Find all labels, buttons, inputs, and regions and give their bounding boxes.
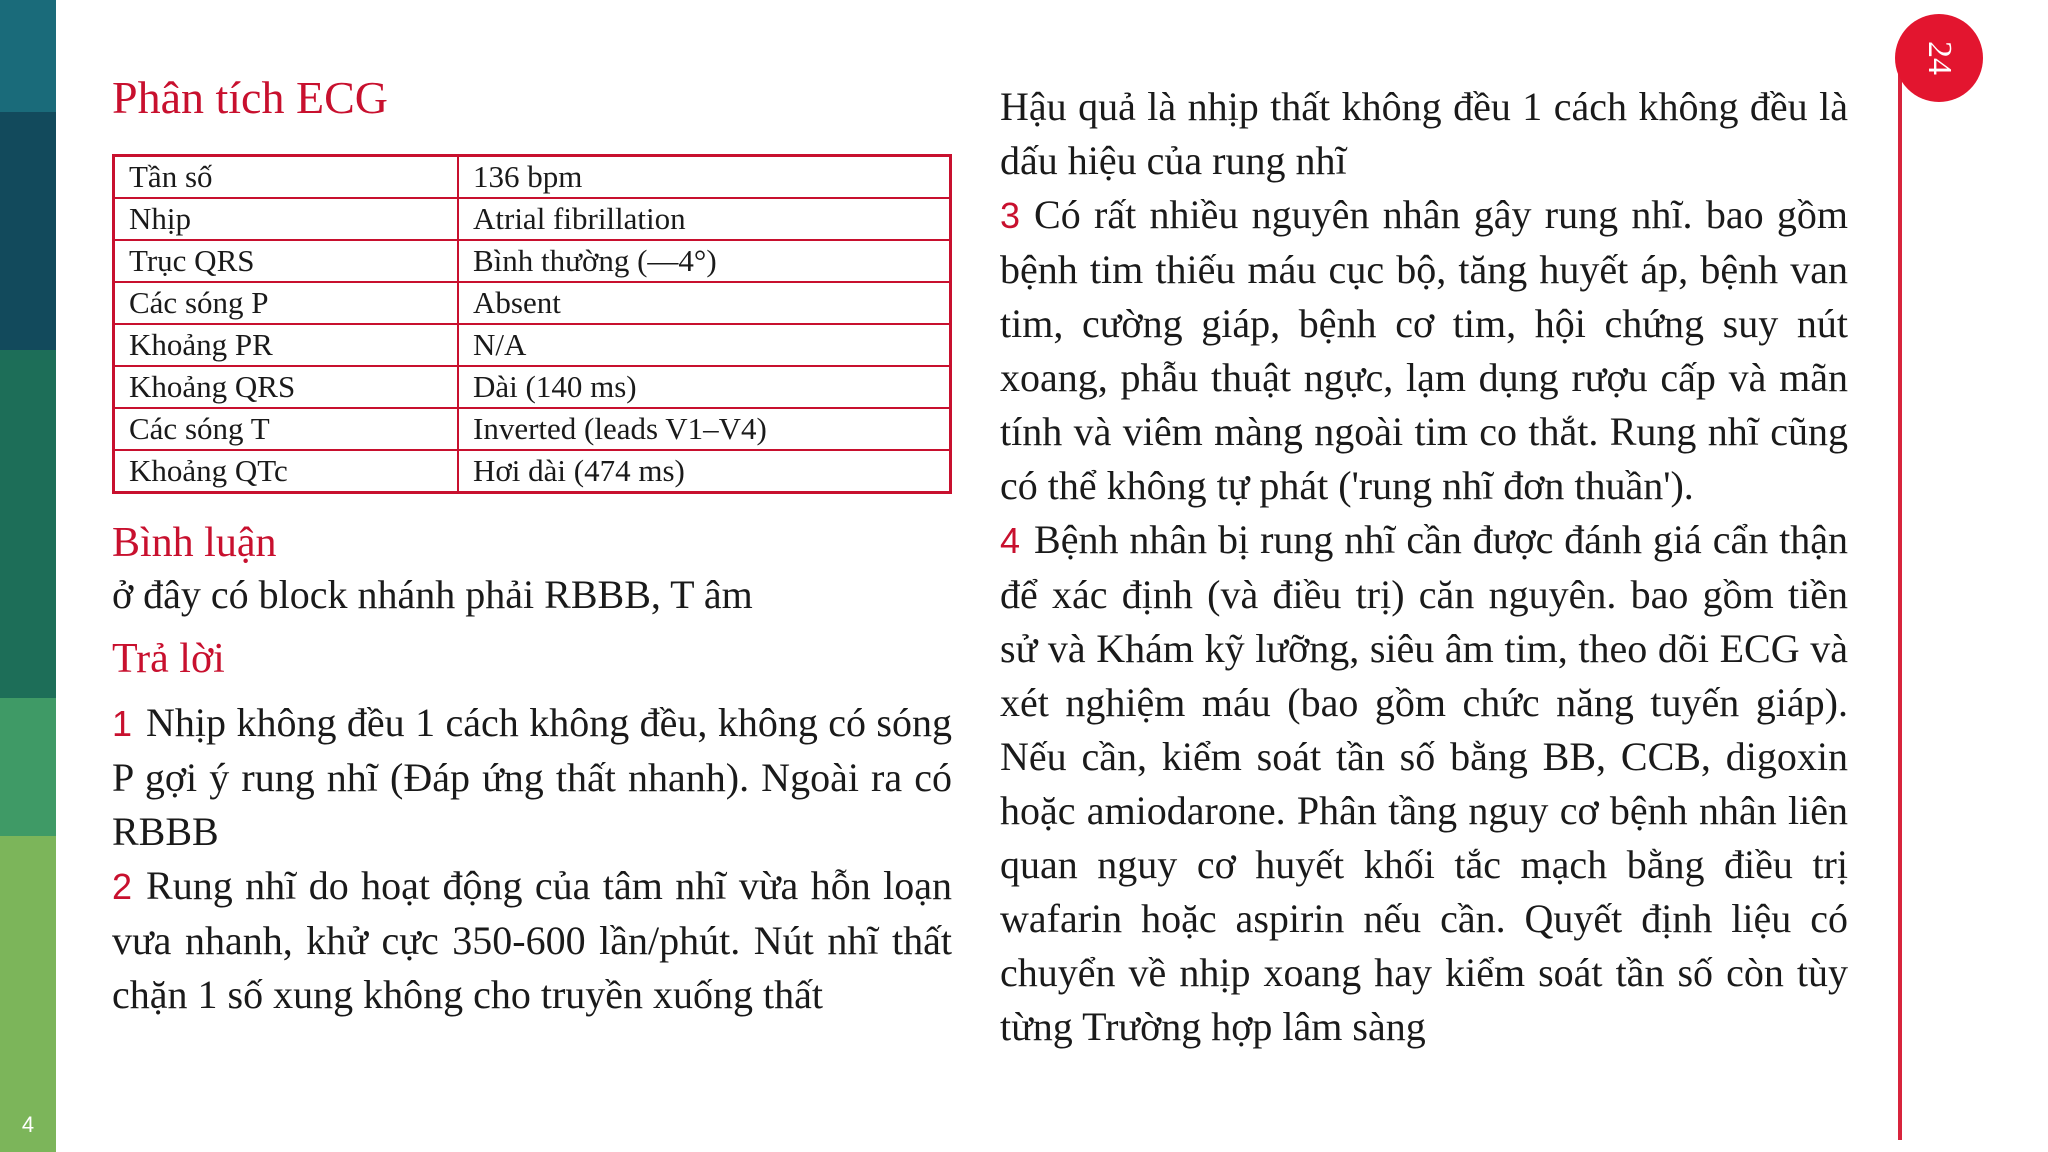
comment-heading: Bình luận: [112, 520, 277, 566]
table-row: [114, 408, 951, 450]
table-value: Inverted (leads V1–V4): [458, 408, 951, 450]
page-marker-number: 24: [1921, 41, 1958, 75]
answer-4-number: 4: [1000, 520, 1021, 561]
answer-heading: Trả lời: [112, 636, 225, 682]
comment-text: ở đây có block nhánh phải RBBB, T âm: [112, 572, 753, 617]
table-row: [114, 366, 951, 408]
ecg-analysis-table: [112, 154, 952, 494]
table-value: 136 bpm: [458, 156, 951, 199]
table-label: Khoảng QRS: [114, 366, 459, 408]
table-label: Nhịp: [114, 198, 459, 240]
table-row: [114, 198, 951, 240]
strip-segment-1: [0, 0, 56, 112]
strip-segment-4: [0, 698, 56, 836]
strip-segment-2: [0, 112, 56, 350]
table-label: Khoảng PR: [114, 324, 459, 366]
table-row: [114, 282, 951, 324]
table-value: Dài (140 ms): [458, 366, 951, 408]
section-title: Phân tích ECG: [112, 72, 388, 123]
answer-2-number: 2: [112, 866, 133, 907]
strip-segment-3: [0, 350, 56, 698]
left-color-strip: [0, 0, 56, 1152]
answer-2: [112, 859, 952, 1022]
answer-3-number: 3: [1000, 195, 1021, 236]
table-row: [114, 240, 951, 282]
table-label: Trục QRS: [114, 240, 459, 282]
intro-paragraph: Hậu quả là nhịp thất không đều 1 cách không đều là dấu hiệu của rung nhĩ: [1000, 84, 1848, 183]
table-value: N/A: [458, 324, 951, 366]
table-value: Bình thường (—4°): [458, 240, 951, 282]
table-value: Hơi dài (474 ms): [458, 450, 951, 493]
table-label: Khoảng QTc: [114, 450, 459, 493]
answer-3: [1000, 188, 1848, 513]
table-row: [114, 324, 951, 366]
answer-2-text: Rung nhĩ do hoạt động của tâm nhĩ vừa hỗn loạn vưa nhanh, khử cực 350-600 lần/phút. Nút nhĩ thất chặn 1 số xung không cho truyền xuống thất: [112, 863, 952, 1017]
answer-3-text: Có rất nhiều nguyên nhân gây rung nhĩ. bao gồm bệnh tim thiếu máu cục bộ, tăng huyết áp, bệnh van tim, cường giáp, bệnh cơ tim, hội chứng suy nút xoang, phẫu thuật ngực, lạm dụng rượu cấp và mãn tính và viêm màng ngoài tim co thắt. Rung nhĩ cũng có thể không tự phát ('rung nhĩ đơn thuần').: [1000, 192, 1848, 508]
slide-number: 4: [21, 1112, 35, 1137]
strip-segment-5: [0, 836, 56, 1152]
answer-1-number: 1: [112, 703, 133, 744]
table-row: [114, 156, 951, 199]
right-column: [1000, 80, 1848, 1054]
page-marker-line: [1898, 60, 1902, 1140]
answer-1: [112, 696, 952, 859]
table-value: Atrial fibrillation: [458, 198, 951, 240]
table-label: Các sóng T: [114, 408, 459, 450]
page-marker-badge: [1895, 14, 1983, 102]
table-value: Absent: [458, 282, 951, 324]
table-row: [114, 450, 951, 493]
left-column: [112, 70, 952, 1022]
answer-4-text: Bệnh nhân bị rung nhĩ cần được đánh giá cẩn thận để xác định (và điều trị) căn nguyên. bao gồm tiền sử và Khám kỹ lưỡng, siêu âm tim, theo dõi ECG và xét nghiệm máu (bao gồm chức năng tuyến giáp). Nếu cần, kiểm soát tần số bằng BB, CCB, digoxin hoặc amiodarone. Phân tầng nguy cơ bệnh nhân liên quan nguy cơ huyết khối tắc mạch bằng điều trị wafarin hoặc aspirin nếu cần. Quyết định liệu có chuyển về nhịp xoang hay kiểm soát tần số còn tùy từng Trường hợp lâm sàng: [1000, 517, 1848, 1049]
answer-4: [1000, 513, 1848, 1054]
table-label: Các sóng P: [114, 282, 459, 324]
table-label: Tần số: [114, 156, 459, 199]
answer-1-text: Nhịp không đều 1 cách không đều, không có sóng P gợi ý rung nhĩ (Đáp ứng thất nhanh). Ngoài ra có RBBB: [112, 700, 952, 854]
